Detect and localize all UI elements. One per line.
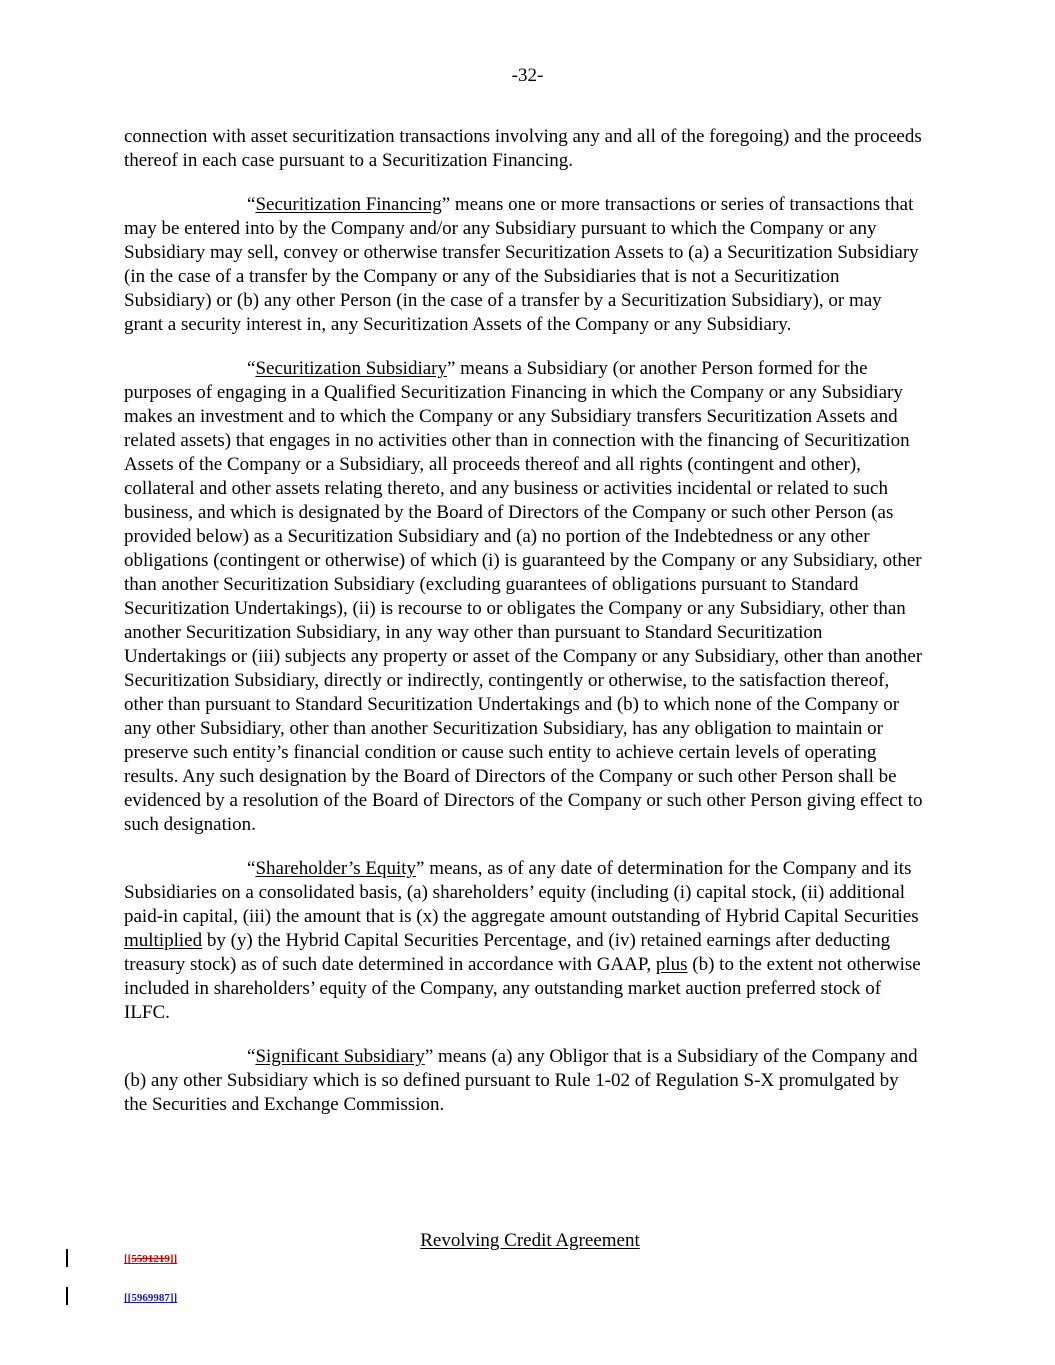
emphasis-plus: plus — [655, 954, 688, 975]
change-bar — [66, 1287, 68, 1305]
page-number: -32- — [511, 65, 544, 86]
definition-shareholders-equity — [124, 857, 924, 1025]
defined-term: Shareholder’s Equity — [255, 858, 417, 879]
footer-title: Revolving Credit Agreement — [420, 1230, 640, 1251]
open-quote: “ — [247, 858, 256, 879]
old-document-id — [124, 1252, 177, 1266]
definition-text: ” means (a) any Obligor that is a Subsidiary of the Company and (b) any other Subsidiary which is so defined pursuant to Rule 1-02 of Regulation S-X promulgated by the Securities and Exchange Commission. — [124, 1046, 918, 1115]
definition-text: by (y) the Hybrid Capital Securities Percentage, and (iv) retained earnings after deducting treasury stock) as of such date determined in accordance with GAAP, — [124, 930, 891, 975]
document-body — [124, 125, 924, 1137]
paragraph-continuation — [124, 125, 924, 173]
emphasis-multiplied: multiplied — [124, 930, 203, 951]
open-quote: “ — [247, 194, 256, 215]
doc-id-prefix: [[ — [124, 1253, 132, 1265]
definition-text: ” means, as of any date of determination for the Company and its Subsidiaries on a consolidated basis, (a) shareholders’ equity (including (i) capital stock, (ii) additional paid-in capital, (iii) the amount that is (x) the aggregate amount outstanding of Hybrid Capital Securities — [124, 858, 919, 927]
doc-id-suffix: ]] — [169, 1253, 178, 1265]
open-quote: “ — [247, 358, 256, 379]
deleted-doc-number: 5591219 — [131, 1253, 170, 1265]
definition-text: ” means one or more transactions or series of transactions that may be entered into by the Company and/or any Subsidiary pursuant to which the Company or any Subsidiary may sell, convey or otherwise transfer Securitization Assets to (a) a Securitization Subsidiary (in the case of a transfer by the Company or any of the Subsidiaries that is not a Securitization Subsidiary) or (b) any other Person (in the case of a transfer by a Securitization Subsidiary), or may grant a security interest in, any Securitization Assets of the Company or any Subsidiary. — [124, 194, 919, 335]
paragraph-text: connection with asset securitization transactions involving any and all of the foregoing) and the proceeds thereof in each case pursuant to a Securitization Financing. — [124, 126, 922, 171]
definition-text: ” means a Subsidiary (or another Person formed for the purposes of engaging in a Qualified Securitization Financing in which the Company or any Subsidiary makes an investment and to which the Company or any Subsidiary transfers Securitization Assets and related assets) that engages in no activities other than in connection with the financing of Securitization Assets of the Company or a Subsidiary, all proceeds thereof and all rights (contingent and other), collateral and other assets relating thereto, and any business or activities incidental or related to such business, and which is designated by the Board of Directors of the Company or such other Person (as provided below) as a Securitization Subsidiary and (a) no portion of the Indebtedness or any other obligations (contingent or otherwise) of which (i) is guaranteed by the Company or any Subsidiary, other than another Securitization Subsidiary (excluding guarantees of obligations pursuant to Standard Securitization Undertakings), (ii) is recourse to or obligates the Company or any Subsidiary, other than another Securitization Subsidiary, in any way other than pursuant to Standard Securitization Undertakings or (iii) subjects any property or asset of the Company or any Subsidiary, other than another Securitization Subsidiary, directly or indirectly, contingently or otherwise, to the satisfaction thereof, other than pursuant to Standard Securitization Undertakings and (b) to which none of the Company or any other Subsidiary, other than another Securitization Subsidiary, has any obligation to maintain or preserve such entity’s financial condition or cause such entity to achieve certain levels of operating results. Any such designation by the Board of Directors of the Company or such other Person shall be evidenced by a resolution of the Board of Directors of the Company or such other Person giving effect to such designation. — [124, 358, 923, 835]
definition-securitization-subsidiary — [124, 357, 924, 837]
defined-term: Securitization Financing — [255, 194, 442, 215]
definition-significant-subsidiary — [124, 1045, 924, 1117]
defined-term: Securitization Subsidiary — [255, 358, 447, 379]
new-document-id: [[5969987]] — [124, 1292, 178, 1304]
definition-securitization-financing — [124, 193, 924, 337]
definition-text: (b) to the extent not otherwise included in shareholders’ equity of the Company, any outstanding market auction preferred stock of ILFC. — [124, 954, 921, 1023]
open-quote: “ — [247, 1046, 256, 1067]
change-bar — [66, 1249, 68, 1267]
defined-term: Significant Subsidiary — [255, 1046, 425, 1067]
